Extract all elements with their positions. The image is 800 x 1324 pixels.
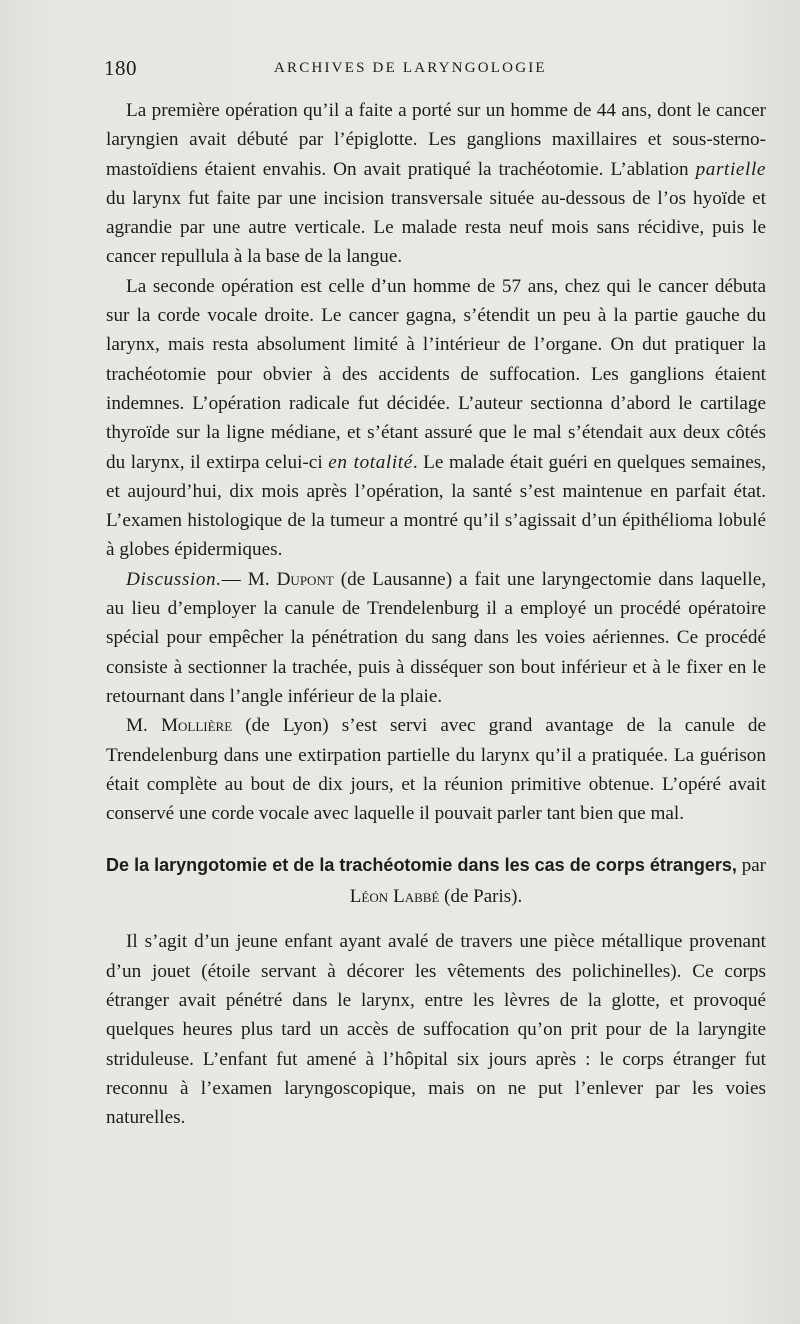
section-title: De la laryngotomie et de la trachéotomie dans les cas de corps étrangers,	[106, 855, 737, 876]
author-last-name: Labbé	[393, 886, 440, 908]
paragraph-text: (de Lausanne) a fait une laryngectomie dans laquelle, au lieu d’employer la canule de Trendelenburg il a employé un procédé opératoire spécial pour empêcher la pénétration du sang dans les voies aériennes. Ce procédé consiste à sectionner la trachée, puis à disséquer son bout inférieur et à le fixer en le retournant dans l’angle inférieur de la plaie.	[106, 568, 767, 707]
author-name-molliere: Mollière	[160, 715, 233, 737]
paragraph-text: La seconde opération est celle d’un homme de 57 ans, chez qui le cancer débuta sur la corde vocale droite. Le cancer gagna, s’étendit un peu à la partie gauche du larynx, mais resta absolument limité à l’intérieur de l’organe. On dut pratiquer la trachéotomie pour obvier à des accidents de suffocation. Les ganglions étaient indemnes. L’opération radicale fut décidée. L’auteur sectionna d’abord le cartilage thyroïde sur la ligne médiane, et s’étant assuré que le mal s’étendait aux deux côtés du larynx, il extirpa celui-ci	[106, 275, 766, 473]
byline-par: par	[736, 855, 766, 877]
paragraph-text: La première opération qu’il a faite a porté sur un homme de 44 ans, dont le cancer laryngien avait débuté par l’épiglotte. Les ganglions maxillaires et sous-sterno-mastoïdiens étaient envahis. On avait pratiqué la trachéotomie. L’ablation	[106, 100, 766, 180]
section-heading	[106, 850, 766, 912]
section-title-line	[106, 850, 766, 912]
paragraph-discussion	[106, 565, 766, 711]
paragraph-text: — M.	[221, 568, 277, 590]
paragraph-foreign-body: Il s’agit d’un jeune enfant ayant avalé de travers une pièce métallique provenant d’un jouet (étoile servant à décorer les vêtements des polichinelles). Ce corps étranger avait pénétré dans le larynx, entre les lèvres de la glotte, et provoqué quelques heures plus tard un accès de suffocation qu’on prit pour de la laryngite striduleuse. L’enfant fut amené à l’hôpital six jours après : le corps étranger fut reconnu à l’examen laryngoscopique, mais on ne put l’enlever par les voies naturelles.	[106, 931, 766, 1129]
paragraph-second-operation	[106, 272, 766, 565]
author-name-dupont: Dupont	[276, 568, 334, 590]
page-number: 180	[104, 56, 137, 80]
page-header	[104, 56, 764, 86]
paragraph-text: . Le malade était guéri en quelques semaines, et aujourd’hui, dix mois après l’opération, la santé s’est maintenue en parfait état. L’examen histologique de la tumeur a montré qu’il s’agissait d’un épithélioma lobulé à globes épidermiques.	[106, 451, 766, 561]
paragraph-text: (de Lyon) s’est servi avec grand avantage de la canule de Trendelenburg dans une extirpation partielle du larynx qu’il a pratiquée. La guérison était complète au bout de dix jours, et la réunion primitive obtenue. L’opéré avait conservé une corde vocale avec laquelle il pouvait parler tant bien que mal.	[106, 715, 767, 825]
paragraph-first-operation	[106, 96, 766, 272]
emphasis-partielle: partielle	[695, 158, 766, 180]
paragraph-molliere	[106, 711, 766, 828]
emphasis-en-totalite: en totalité	[328, 451, 413, 473]
author-place: (de Paris).	[439, 886, 523, 908]
paragraph-text: M.	[126, 715, 161, 737]
discussion-label: Discussion.	[126, 568, 222, 590]
author-first-name: Léon	[349, 886, 389, 908]
running-title: ARCHIVES DE LARYNGOLOGIE	[274, 60, 547, 76]
paragraph-text: du larynx fut faite par une incision transversale située au-dessous de l’os hyoïde et agrandie par une autre verticale. Le malade resta neuf mois sans récidive, puis le cancer repullula à la base de la langue.	[106, 187, 766, 268]
page-body	[106, 96, 766, 1133]
